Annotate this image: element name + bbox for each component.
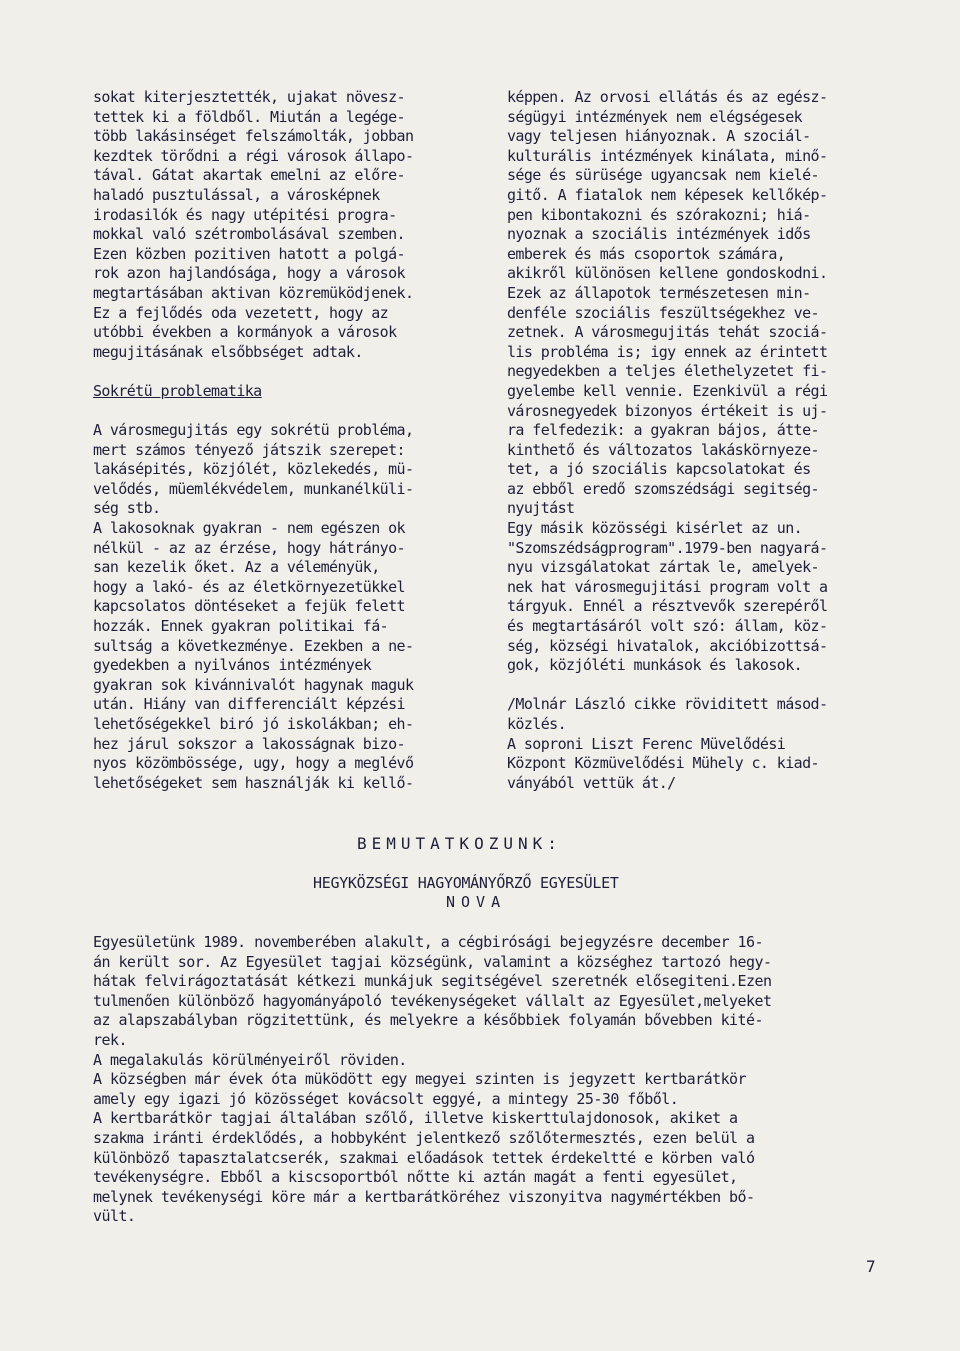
text-line: kezdtek törődni a régi városok állapo- (93, 146, 414, 165)
text-line: több lakásinséget felszámolták, jobban (93, 127, 414, 146)
text-line: az ebből eredő szomszédsági segitség- (507, 479, 819, 498)
text-line: án került sor. Az Egyesület tagjai községünk, valamint a községhez tartozó hegy- (93, 952, 772, 971)
text-line: gitő. A fiatalok nem képesek kellőkép- (507, 185, 828, 204)
text-line: denféle szociális feszültségekhez ve- (507, 303, 819, 322)
text-line: san kezelik őket. Az a véleményük, (93, 558, 380, 577)
text-line: nyu vizsgálatokat zártak le, amelyek- (507, 558, 819, 577)
text-line: hozzák. Ennek gyakran politikai fá- (93, 617, 389, 636)
text-line: ség, községi hivatalok, akcióbizottsá- (507, 636, 828, 655)
text-line: sokat kiterjesztették, ujakat növesz- (93, 88, 405, 106)
text-line: nélkül - az az érzése, hogy hátrányo- (93, 538, 405, 557)
left-paragraph-2 (93, 421, 473, 793)
association-description (93, 933, 893, 1227)
text-line: pen kibontakozni és szórakozni; hiá- (507, 205, 811, 224)
text-line: gok, közjóléti munkások és lakosok. (507, 656, 803, 675)
text-line: Központ Közmüvelődési Mühely c. kiad- (507, 754, 819, 773)
text-line: városnegyedek bizonyos értékeit is uj- (507, 401, 828, 420)
text-line: nyujtást (507, 499, 575, 518)
text-line: tettek ki a földből. Miután a legége- (93, 107, 405, 126)
text-line: vagy teljesen hiányoznak. A szociál- (507, 127, 811, 146)
text-line: haladó pusztulással, a városképnek (93, 185, 380, 204)
text-line: hez járul sokszor a lakosságnak bizo- (93, 734, 405, 753)
text-line: különböző tapasztalatcserék, szakmai előadások tettek érdekeltté e körben való (93, 1148, 755, 1167)
text-line: A lakosoknak gyakran - nem egészen ok (93, 519, 405, 538)
text-line: Ezek az állapotok természetesen min- (507, 283, 811, 302)
text-line: Egyesületünk 1989. novemberében alakult, a cégbirósági bejegyzésre december 16- (93, 933, 763, 951)
text-line: A városmegujitás egy sokrétü probléma, (93, 421, 414, 440)
text-line: Ez a fejlődés oda vezetett, hogy az (93, 303, 389, 322)
text-line: és megtartásáról volt szó: állam, köz- (507, 617, 828, 636)
organization-name: HEGYKÖZSÉGI HAGYOMÁNYŐRZŐ EGYESÜLET (313, 874, 619, 892)
text-line: megujitásának elsőbbséget adtak. (93, 342, 363, 361)
page-number: 7 (866, 1257, 876, 1276)
spacer (93, 362, 473, 382)
text-line: gyakran sok kivánnivalót hagynak maguk (93, 675, 414, 694)
text-line: melynek tevékenységi köre már a kertbarátköréhez viszonyitva nagymértékben bő- (93, 1187, 755, 1206)
text-line: nek hat városmegujitási program volt a (507, 577, 828, 596)
text-line: vült. (93, 1207, 136, 1226)
text-line: közlés. (507, 715, 567, 733)
text-line: hátak felvirágoztatását kétkezi munkájuk segitségével szeretnék elősegiteni.Ezen (93, 972, 772, 991)
text-line: gyelembe kell vennie. Ezenkivül a régi (507, 381, 828, 400)
text-line: ség stb. (93, 499, 161, 518)
text-line: emberek és más csoportok számára, (507, 244, 786, 263)
text-line: gyedekben a nyilvános intézmények (93, 656, 372, 675)
spacer (93, 402, 473, 422)
text-line: "Szomszédságprogram".1979-ben nagyará- (507, 538, 828, 557)
text-line: lehetőségeket sem használják ki kellő- (93, 773, 414, 792)
text-line: mokkal való szétrombolásával szemben. (93, 225, 405, 244)
text-line: /Molnár László cikke röviditett másod- (507, 695, 828, 714)
text-line: lehetőségekkel biró jó iskolákban; eh- (93, 715, 414, 733)
right-paragraph-1 (507, 88, 885, 676)
text-line: A megalakulás körülményeiről röviden. (93, 1050, 407, 1069)
text-line: tárgyuk. Ennél a résztvevők szerepéről (507, 597, 828, 616)
text-line: tet, a jó szociális kapcsolatokat és (507, 460, 811, 479)
text-line: lakásépités, közjólét, közlekedés, mü- (93, 460, 414, 479)
section-label: BEMUTATKOZUNK: (357, 834, 562, 853)
text-line: ségügyi intézmények nem elégségesek (507, 107, 803, 126)
text-line: Ezen közben pozitiven hatott a polgá- (93, 244, 405, 263)
text-line: kapcsolatos döntéseket a fejük felett (93, 597, 405, 616)
text-line: nyoznak a szociális intézmények idős (507, 225, 811, 244)
text-line: Egy másik közösségi kisérlet az un. (507, 519, 803, 538)
text-line: mert számos tényező játszik szerepet: (93, 440, 405, 459)
organization-short-name: NOVA (446, 893, 507, 911)
text-line: zetnek. A városmegujitás tehát szociá- (507, 323, 828, 342)
text-line: sége és sürüsége ugyancsak nem kielé- (507, 166, 819, 185)
text-line: megtartásában aktivan közremüködjenek. (93, 283, 414, 302)
text-line: nyos közömbössége, ugy, hogy a meglévő (93, 754, 414, 773)
source-note (507, 695, 885, 793)
text-line: kulturális intézmények kinálata, minő- (507, 146, 828, 165)
text-line: irodasilók és nagy utépitési progra- (93, 205, 397, 224)
text-line: szakma iránti érdeklődés, a hobbyként jelentkező szőlőtermesztés, ezen belül a (93, 1128, 755, 1147)
text-line: rok azon hajlandósága, hogy a városok (93, 264, 405, 283)
text-line: kinthető és változatos lakáskörnyeze- (507, 440, 819, 459)
text-line: A soproni Liszt Ferenc Müvelődési (507, 734, 786, 753)
text-line: tevékenységre. Ebből a kiscsoportból nőtte ki aztán magát a fenti egyesület, (93, 1168, 738, 1187)
text-line: A kertbarátkör tagjai általában szőlő, illetve kiskerttulajdonosok, akiket a (93, 1109, 738, 1128)
right-column (507, 88, 885, 793)
text-line: akikről különösen kellene gondoskodni. (507, 264, 828, 283)
text-line: ványából vettük át./ (507, 773, 676, 792)
text-line: velődés, müemlékvédelem, munkanélküli- (93, 479, 414, 498)
text-line: hogy a lakó- és az életkörnyezetükkel (93, 577, 405, 596)
left-column (93, 88, 473, 793)
text-line: negyedekben a teljes élethelyzetet fi- (507, 362, 828, 381)
text-line: tulmenően különböző hagyományápoló tevékenységeket vállalt az Egyesület,melyeket (93, 991, 772, 1010)
text-line: utóbbi években a kormányok a városok (93, 323, 397, 342)
spacer (507, 676, 885, 696)
text-line: amely egy igazi jó közösséget kovácsolt eggyé, a mintegy 25-30 főből. (93, 1089, 679, 1108)
text-line: ra felfedezik: a gyakran bájos, átte- (507, 421, 819, 440)
text-line: tával. Gátat akartak emelni az előre- (93, 166, 405, 185)
text-line: az alapszabályban rögzitettünk, és melyekre a későbbiek folyamán bővebben kité- (93, 1011, 763, 1030)
left-paragraph-1 (93, 88, 473, 362)
text-line: A községben már évek óta müködött egy megyei szinten is jegyzett kertbarátkör (93, 1070, 747, 1089)
text-line: képpen. Az orvosi ellátás és az egész- (507, 88, 828, 106)
text-line: sultság a következménye. Ezekben a ne- (93, 636, 414, 655)
text-line: lis probléma is; igy ennek az érintett (507, 342, 828, 361)
text-line: rek. (93, 1030, 127, 1049)
text-line: után. Hiány van differenciált képzési (93, 695, 405, 714)
section-heading: Sokrétü problematika (93, 381, 262, 400)
